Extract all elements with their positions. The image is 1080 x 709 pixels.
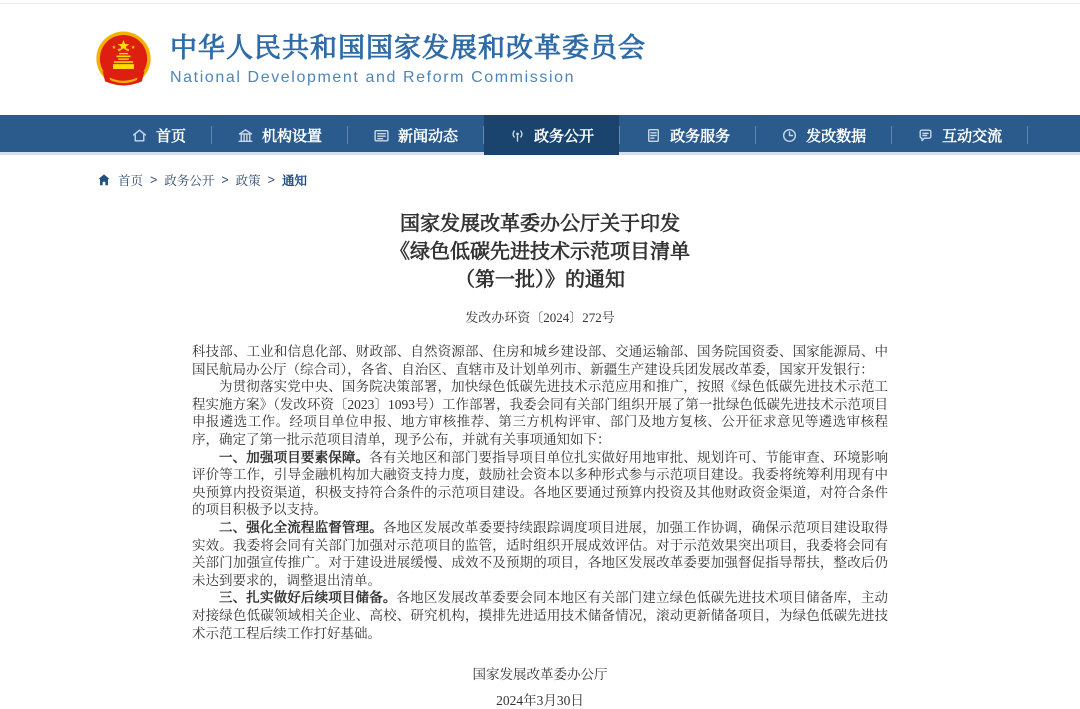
site-title [170, 32, 646, 87]
main-nav [0, 115, 1080, 155]
document-date: 2024年3月30日 [496, 693, 584, 709]
site-title-english: National Development and Reform Commission [170, 68, 576, 86]
nav-item-gov-services[interactable] [620, 115, 755, 155]
nav-item-home[interactable] [106, 115, 211, 155]
breadcrumb-separator: > [150, 173, 158, 187]
nav-item-label: 首页 [156, 127, 187, 145]
document-signature: 国家发展改革委办公厅 [472, 667, 608, 683]
broadcast-icon [509, 127, 526, 144]
paragraph-text: 为贯彻落实党中央、国务院决策部署，加快绿色低碳先进技术示范应用和推广，按照《绿色低碳先进技术示范工程实施方案》（发改环资〔2023〕1093号）工作部署，我委会同有关部门组织开展了第一批绿色低碳先进技术示范项目申报遴选工作。经项目单位申报、地方审核推荐、第三方机构评审、部门及地方复核、公开征求意见等遴选审核程序，确定了第一批示范项目清单，现予公布，并就有关事项通知如下： [192, 379, 888, 447]
site-brand[interactable] [92, 28, 646, 91]
nav-item-interaction[interactable] [892, 115, 1027, 155]
nav-item-label: 政务公开 [534, 127, 595, 145]
news-icon [373, 127, 390, 144]
document-content [192, 343, 888, 642]
paragraph-head: 二、强化全流程监督管理。 [219, 519, 383, 535]
breadcrumb-item-policy[interactable]: 政策 [235, 174, 261, 188]
nav-item-news[interactable] [348, 115, 483, 155]
paragraph-text: 各地区发展改革委要会同本地区有关部门建立绿色低碳先进技术项目储备库，主动对接绿色低碳领域相关企业、高校、研究机构，摸排先进适用技术储备情况，滚动更新储备项目，为绿色低碳先进技术示范工程后续工作打好基础。 [192, 590, 888, 641]
nav-item-ndrc-data[interactable] [756, 115, 891, 155]
nav-separator [1027, 126, 1028, 144]
paragraph-intro [192, 378, 888, 448]
site-header [0, 4, 1080, 115]
breadcrumb-item-current: 通知 [281, 174, 307, 188]
national-emblem-icon [92, 28, 155, 91]
paragraph-section-1 [192, 449, 888, 519]
paragraph-head: 三、扎实做好后续项目储备。 [219, 590, 397, 606]
document-title-line: 国家发展改革委办公厅关于印发 [400, 213, 680, 235]
breadcrumb-separator: > [267, 173, 275, 187]
document-title [192, 210, 888, 294]
paragraph-section-3 [192, 589, 888, 642]
paragraph-section-2 [192, 519, 888, 589]
breadcrumb-separator: > [221, 173, 229, 187]
document-article [192, 210, 888, 709]
nav-items [106, 115, 1080, 155]
paragraph-recipients [192, 343, 888, 378]
nav-item-organization[interactable] [212, 115, 347, 155]
breadcrumb-item-gov-disclosure[interactable]: 政务公开 [164, 174, 215, 188]
nav-item-gov-disclosure[interactable] [484, 115, 619, 155]
paragraph-text: 各有关地区和部门要指导项目单位扎实做好用地审批、规划许可、节能审查、环境影响评价等工作，引导金融机构加大融资支持力度，鼓励社会资本以多种形式参与示范项目建设。我委将统筹利用现有中央预算内投资渠道，积极支持符合条件的示范项目建设。各地区要通过预算内投资及其他财政资金渠道，对符合条件的项目积极予以支持。 [192, 449, 888, 518]
document-icon [645, 127, 662, 144]
breadcrumb-home-icon[interactable] [97, 173, 111, 187]
breadcrumb-item-home[interactable]: 首页 [118, 174, 144, 188]
paragraph-text: 各地区发展改革委要持续跟踪调度项目进展，加强工作协调，确保示范项目建设取得实效。我委将会同有关部门加强对示范项目的监管，适时组织开展成效评估。对于示范效果突出项目，我委将会同有关部门加强宣传推广。对于建设进展缓慢、成效不及预期的项目，各地区发展改革委要加强督促指导帮扶，整改后仍未达到要求的，调整退出清单。 [192, 519, 888, 588]
document-title-line: （第一批）》的通知 [455, 269, 625, 291]
document-number: 发改办环资〔2024〕272号 [465, 310, 615, 325]
nav-item-label: 新闻动态 [398, 127, 459, 145]
nav-item-label: 互动交流 [942, 127, 1003, 145]
home-icon [131, 127, 148, 144]
data-clock-icon [781, 127, 798, 144]
site-title-chinese: 中华人民共和国国家发展和改革委员会 [170, 33, 646, 64]
nav-item-label: 政务服务 [670, 127, 731, 145]
nav-item-label: 机构设置 [262, 127, 323, 145]
nav-item-label: 发改数据 [806, 127, 867, 145]
institution-icon [237, 127, 254, 144]
chat-icon [917, 127, 934, 144]
paragraph-text: 科技部、工业和信息化部、财政部、自然资源部、住房和城乡建设部、交通运输部、国务院国资委、国家能源局、中国民航局办公厅（综合司），各省、自治区、直辖市及计划单列市、新疆生产建设兵团发展改革委，国家开发银行： [192, 344, 888, 377]
breadcrumb [0, 155, 1080, 197]
document-title-line: 《绿色低碳先进技术示范项目清单 [390, 241, 690, 263]
paragraph-head: 一、加强项目要素保障。 [219, 449, 370, 465]
